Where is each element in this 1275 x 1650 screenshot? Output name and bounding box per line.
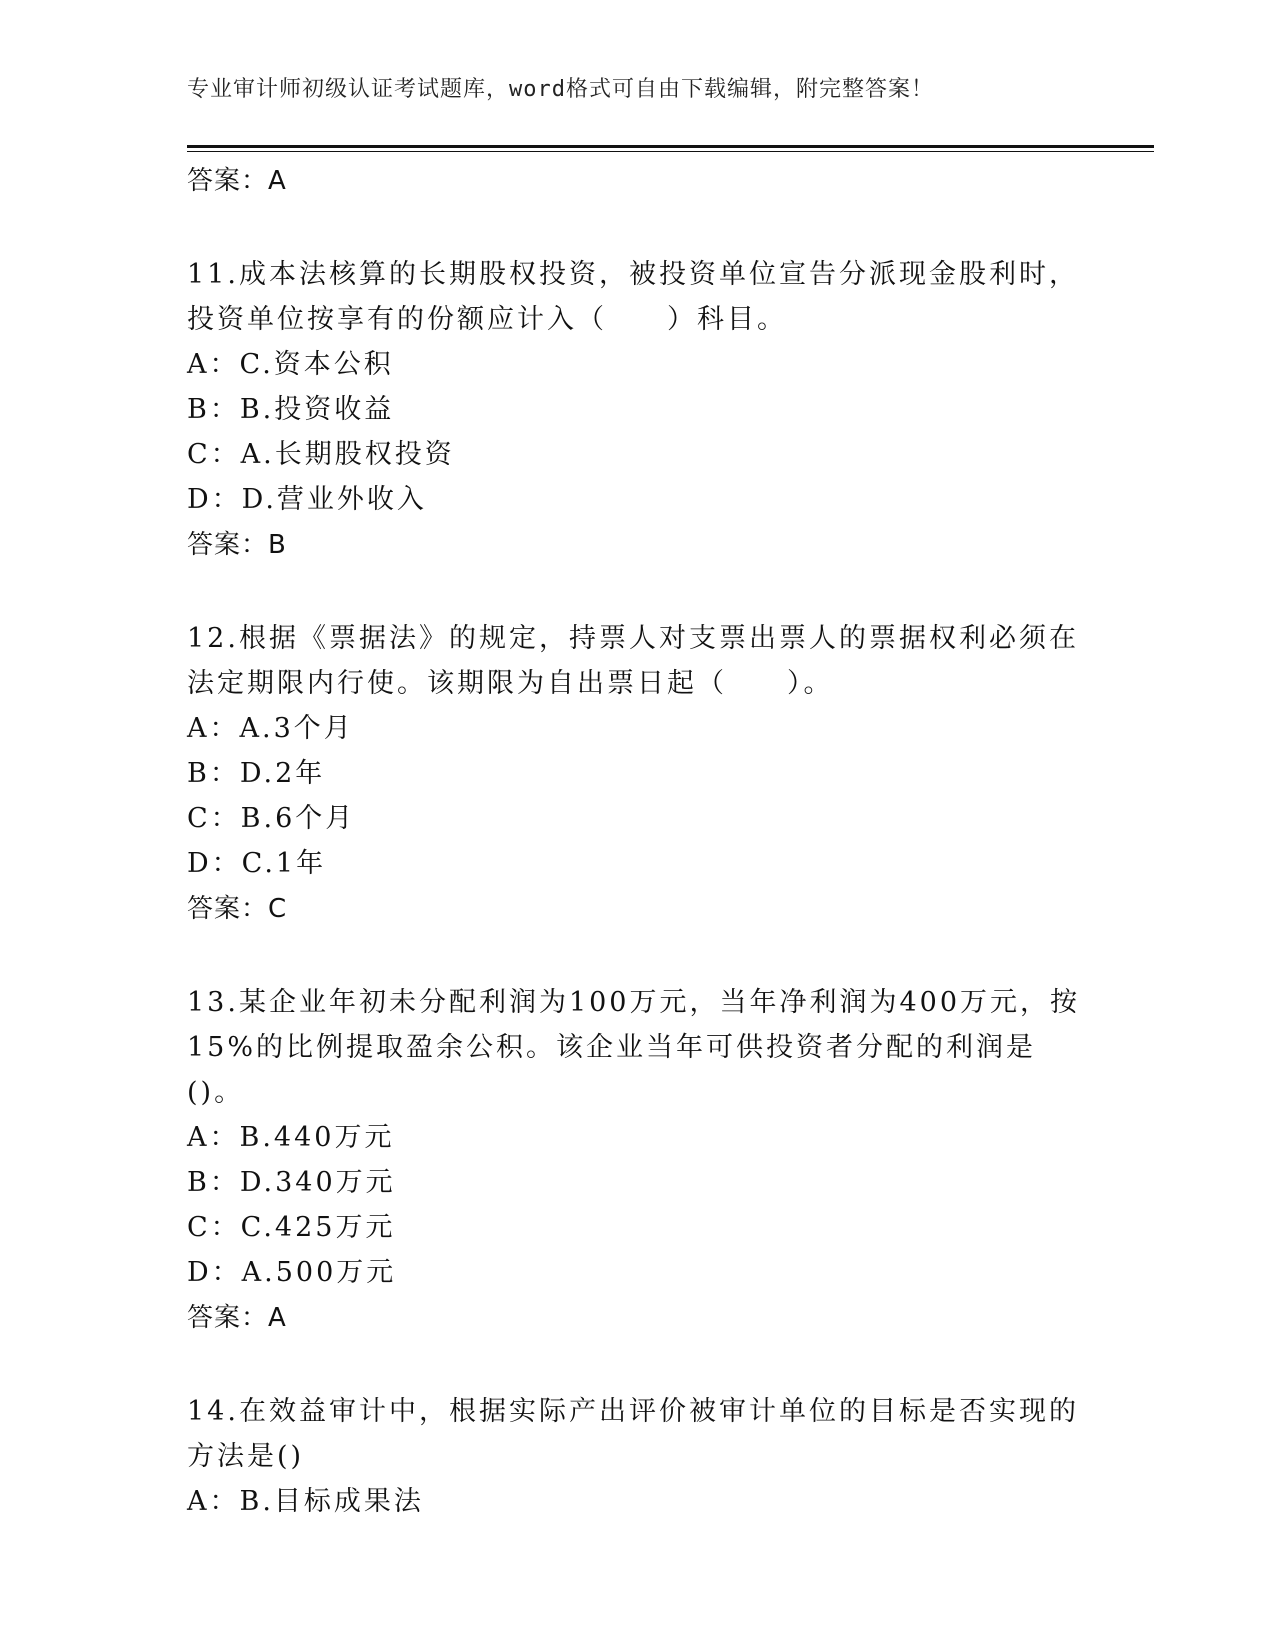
question-stem: 13.某企业年初未分配利润为100万元，当年净利润为400万元，按15%的比例提取盈余公积。该企业当年可供投资者分配的利润是()。 bbox=[187, 987, 1081, 1108]
answer-line: 答案：B bbox=[187, 530, 287, 560]
option-a: A：A.3个月 bbox=[187, 713, 354, 744]
answer-line: 答案：A bbox=[187, 166, 287, 196]
question-stem: 14.在效益审计中，根据实际产出评价被审计单位的目标是否实现的方法是() bbox=[187, 1396, 1079, 1472]
question-item bbox=[187, 616, 1087, 932]
option-c: C：C.425万元 bbox=[187, 1212, 396, 1243]
header-rule-thin bbox=[187, 151, 1154, 152]
question-stem: 12.根据《票据法》的规定，持票人对支票出票人的票据权利必须在法定期限内行使。该期限为自出票日起（ ）。 bbox=[187, 623, 1079, 699]
question-list bbox=[187, 158, 1087, 1524]
answer-line: 答案：A bbox=[187, 1303, 287, 1333]
option-d: D：A.500万元 bbox=[187, 1257, 397, 1288]
option-b: B：D.2年 bbox=[187, 758, 326, 789]
option-c: C：A.长期股权投资 bbox=[187, 439, 455, 470]
option-d: D：D.营业外收入 bbox=[187, 484, 427, 515]
option-c: C：B.6个月 bbox=[187, 803, 356, 834]
option-b: B：B.投资收益 bbox=[187, 394, 395, 425]
option-a: A：B.目标成果法 bbox=[187, 1486, 424, 1517]
option-a: A：C.资本公积 bbox=[187, 349, 394, 380]
question-item bbox=[187, 980, 1087, 1341]
question-item bbox=[187, 1389, 1087, 1524]
option-a: A：B.440万元 bbox=[187, 1122, 395, 1153]
page-header: 专业审计师初级认证考试题库，word格式可自由下载编辑，附完整答案！ bbox=[187, 77, 934, 102]
answer-line: 答案：C bbox=[187, 894, 288, 924]
header-rule-thick bbox=[187, 145, 1154, 148]
option-d: D：C.1年 bbox=[187, 848, 327, 879]
question-item bbox=[187, 252, 1087, 568]
option-b: B：D.340万元 bbox=[187, 1167, 396, 1198]
question-stem: 11.成本法核算的长期股权投资，被投资单位宣告分派现金股利时，投资单位按享有的份额应计入（ ）科目。 bbox=[187, 259, 1079, 335]
